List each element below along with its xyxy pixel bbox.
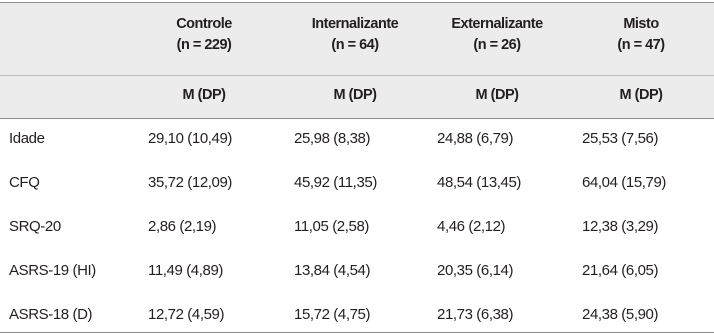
table-cell: 11,05 (2,58) (294, 218, 369, 235)
column-header-controle (140, 14, 268, 56)
table-cell: 4,46 (2,12) (437, 218, 506, 235)
column-header-misto (578, 14, 704, 56)
column-name: Externalizante (451, 16, 543, 32)
table-cell: 12,38 (3,29) (582, 218, 659, 235)
row-label: SRQ-20 (9, 218, 61, 235)
stat-header: M (DP) (333, 87, 377, 103)
table-cell: 21,64 (6,05) (582, 262, 659, 279)
subheader-rule (0, 118, 714, 119)
table-cell: 48,54 (13,45) (437, 174, 522, 191)
column-n: (n = 229) (176, 37, 232, 53)
table-cell: 35,72 (12,09) (148, 174, 233, 191)
row-label: CFQ (9, 174, 40, 191)
table-cell: 13,84 (4,54) (294, 262, 371, 279)
column-name: Misto (623, 16, 659, 32)
row-label: Idade (9, 130, 45, 147)
table-cell: 11,49 (4,89) (148, 262, 223, 279)
column-n: (n = 26) (473, 37, 521, 53)
table-cell: 24,88 (6,79) (437, 130, 514, 147)
table-cell: 21,73 (6,38) (437, 306, 514, 323)
table-cell: 15,72 (4,75) (294, 306, 371, 323)
column-header-externalizante (432, 14, 562, 56)
stat-header: M (DP) (182, 87, 226, 103)
column-name: Controle (176, 16, 232, 32)
bottom-rule (0, 332, 714, 333)
table-cell: 2,86 (2,19) (148, 218, 217, 235)
row-label: ASRS-19 (HI) (9, 262, 96, 279)
column-n: (n = 64) (331, 37, 379, 53)
header-divider (0, 75, 714, 76)
table-cell: 45,92 (11,35) (294, 174, 377, 191)
table-cell: 25,53 (7,56) (582, 130, 659, 147)
table-cell: 64,04 (15,79) (582, 174, 667, 191)
table-cell: 25,98 (8,38) (294, 130, 371, 147)
stat-header: M (DP) (619, 87, 663, 103)
table-cell: 20,35 (6,14) (437, 262, 514, 279)
table-cell: 29,10 (10,49) (148, 130, 233, 147)
column-name: Internalizante (311, 16, 399, 32)
row-label: ASRS-18 (D) (9, 306, 93, 323)
column-header-internalizante (290, 14, 420, 56)
column-n: (n = 47) (617, 37, 665, 53)
top-rule (0, 2, 714, 3)
table-cell: 24,38 (5,90) (582, 306, 659, 323)
table-cell: 12,72 (4,59) (148, 306, 225, 323)
stat-header: M (DP) (475, 87, 519, 103)
